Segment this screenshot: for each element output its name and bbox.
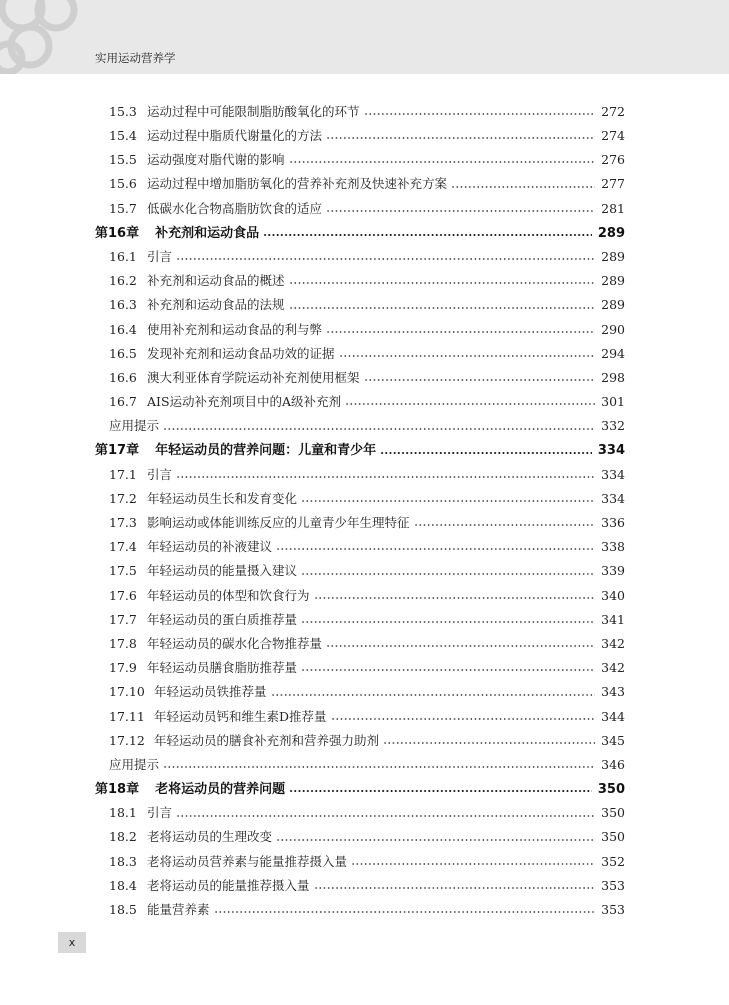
toc-entry-title: 补充剂和运动食品的概述 — [147, 273, 285, 289]
dot-leader — [289, 161, 596, 163]
toc-chapter-row[interactable] — [95, 777, 625, 801]
section-number: 15.7 — [109, 200, 137, 216]
section-number: 17.9 — [109, 660, 137, 676]
toc-section-row[interactable] — [95, 681, 625, 705]
toc-section-row[interactable] — [95, 100, 625, 124]
dot-leader — [289, 307, 596, 309]
toc-entry-title: 老将运动员的能量推荐摄入量 — [147, 877, 310, 893]
section-number: 16.5 — [109, 345, 137, 361]
section-number: 17.3 — [109, 515, 137, 531]
dot-leader — [326, 645, 595, 647]
section-number: 16.1 — [109, 248, 137, 264]
dot-leader — [301, 573, 595, 575]
toc-tip-row[interactable] — [95, 753, 625, 777]
dot-leader — [276, 548, 595, 550]
dot-leader — [214, 911, 596, 913]
dot-leader — [364, 113, 596, 115]
toc-page-number: 345 — [601, 732, 625, 748]
toc-section-row[interactable] — [95, 318, 625, 342]
toc-section-row[interactable] — [95, 245, 625, 269]
dot-leader — [380, 452, 592, 454]
section-number: 18.1 — [109, 805, 137, 821]
toc-entry-title: 引言 — [147, 466, 173, 482]
page-header — [0, 0, 729, 74]
section-number: 17.8 — [109, 635, 137, 651]
dot-leader — [301, 621, 595, 623]
dot-leader — [331, 718, 596, 720]
toc-entry-title: 年轻运动员膳食脂肪推荐量 — [147, 660, 298, 676]
toc-page-number: 332 — [601, 418, 625, 434]
dot-leader — [276, 839, 595, 841]
toc-entry-title: 应用提示 — [109, 756, 160, 772]
toc-section-row[interactable] — [95, 584, 625, 608]
toc-entry-title: 低碳水化合物高脂肪饮食的适应 — [147, 200, 323, 216]
toc-entry-title: 运动过程中可能限制脂肪酸氧化的环节 — [147, 103, 360, 119]
toc-entry-title: 老将运动员营养素与能量推荐摄入量 — [147, 853, 348, 869]
toc-page-number: 338 — [601, 539, 625, 555]
dot-leader — [301, 500, 595, 502]
dot-leader — [301, 669, 595, 671]
toc-entry-title: 年轻运动员的蛋白质推荐量 — [147, 611, 298, 627]
toc-entry-title: 老将运动员的生理改变 — [147, 829, 273, 845]
dot-leader — [289, 790, 592, 792]
toc-page-number: 336 — [601, 515, 625, 531]
toc-page-number: 341 — [601, 611, 625, 627]
section-number: 16.6 — [109, 369, 137, 385]
section-number: 17.6 — [109, 587, 137, 603]
toc-page-number: 334 — [601, 490, 625, 506]
toc-page-number: 342 — [601, 660, 625, 676]
toc-entry-title: 年轻运动员生长和发育变化 — [147, 490, 298, 506]
toc-page-number: 350 — [597, 781, 625, 797]
toc-section-row[interactable] — [95, 560, 625, 584]
toc-page-number: 277 — [601, 176, 625, 192]
section-number: 17.5 — [109, 563, 137, 579]
toc-entry-title: 引言 — [147, 248, 173, 264]
toc-entry-title: 使用补充剂和运动食品的利与弊 — [147, 321, 323, 337]
toc-page-number: 289 — [601, 273, 625, 289]
toc-entry-title: 影响运动或体能训练反应的儿童青少年生理特征 — [147, 515, 410, 531]
toc-page-number: 344 — [601, 708, 625, 724]
toc-page-number: 353 — [601, 877, 625, 893]
toc-page-number: 353 — [601, 902, 625, 918]
toc-chapter-row[interactable] — [95, 221, 625, 245]
section-number: 17.2 — [109, 490, 137, 506]
section-number: 18.5 — [109, 902, 137, 918]
toc-section-row[interactable] — [95, 173, 625, 197]
table-of-contents — [95, 100, 625, 922]
toc-entry-title: 年轻运动员的补液建议 — [147, 539, 273, 555]
dot-leader — [176, 258, 595, 260]
toc-entry-title: 补充剂和运动食品 — [155, 225, 260, 241]
dot-leader — [326, 331, 595, 333]
toc-section-row[interactable] — [95, 511, 625, 535]
toc-page-number: 339 — [601, 563, 625, 579]
dot-leader — [351, 863, 595, 865]
chapter-number: 第18章 — [95, 781, 140, 797]
toc-page-number: 276 — [601, 152, 625, 168]
toc-section-row[interactable] — [95, 729, 625, 753]
toc-section-row[interactable] — [95, 801, 625, 825]
toc-page-number: 298 — [601, 369, 625, 385]
toc-page-number: 334 — [597, 443, 625, 459]
dot-leader — [289, 282, 596, 284]
toc-section-row[interactable] — [95, 826, 625, 850]
dot-leader — [364, 379, 596, 381]
section-number: 18.3 — [109, 853, 137, 869]
toc-section-row[interactable] — [95, 269, 625, 293]
section-number: 18.4 — [109, 877, 137, 893]
toc-section-row[interactable] — [95, 874, 625, 898]
toc-entry-title: 补充剂和运动食品的法规 — [147, 297, 285, 313]
toc-entry-title: 发现补充剂和运动食品功效的证据 — [147, 345, 335, 361]
toc-section-row[interactable] — [95, 705, 625, 729]
toc-page-number: 346 — [601, 756, 625, 772]
dot-leader — [314, 597, 596, 599]
chapter-number: 第16章 — [95, 225, 140, 241]
toc-section-row[interactable] — [95, 608, 625, 632]
toc-page-number: 289 — [601, 297, 625, 313]
toc-section-row[interactable] — [95, 656, 625, 680]
dot-leader — [326, 210, 595, 212]
toc-entry-title: 年轻运动员的碳水化合物推荐量 — [147, 635, 323, 651]
dot-leader — [314, 887, 596, 889]
toc-page-number: 272 — [601, 103, 625, 119]
toc-entry-title: 运动强度对脂代谢的影响 — [147, 152, 285, 168]
section-number: 17.1 — [109, 466, 137, 482]
toc-entry-title: 年轻运动员的营养问题：儿童和青少年 — [155, 443, 377, 459]
dot-leader — [271, 694, 596, 696]
toc-page-number: 334 — [601, 466, 625, 482]
toc-entry-title: 运动过程中脂质代谢量化的方法 — [147, 128, 323, 144]
section-number: 16.3 — [109, 297, 137, 313]
toc-page-number: 343 — [601, 684, 625, 700]
toc-page-number: 289 — [601, 248, 625, 264]
toc-entry-title: 年轻运动员的能量摄入建议 — [147, 563, 298, 579]
dot-leader — [345, 403, 595, 405]
toc-page-number: 274 — [601, 128, 625, 144]
section-number: 17.11 — [109, 708, 145, 724]
toc-entry-title: 澳大利亚体育学院运动补充剂使用框架 — [147, 369, 360, 385]
toc-section-row[interactable] — [95, 632, 625, 656]
toc-entry-title: AIS运动补充剂项目中的A级补充剂 — [147, 394, 342, 410]
toc-section-row[interactable] — [95, 197, 625, 221]
toc-page-number: 301 — [601, 394, 625, 410]
section-number: 16.2 — [109, 273, 137, 289]
section-number: 18.2 — [109, 829, 137, 845]
dot-leader — [176, 476, 595, 478]
dot-leader — [451, 186, 595, 188]
toc-section-row[interactable] — [95, 463, 625, 487]
toc-page-number: 352 — [601, 853, 625, 869]
toc-page-number: 342 — [601, 635, 625, 651]
toc-entry-title: 老将运动员的营养问题 — [155, 781, 286, 797]
book-title: 实用运动营养学 — [95, 51, 176, 65]
dot-leader — [163, 428, 595, 430]
toc-section-row[interactable] — [95, 148, 625, 172]
dot-leader — [163, 766, 595, 768]
section-number: 16.4 — [109, 321, 137, 337]
page-number: x — [58, 932, 86, 953]
toc-section-row[interactable] — [95, 487, 625, 511]
dot-leader — [263, 234, 592, 236]
toc-entry-title: 能量营养素 — [147, 902, 210, 918]
section-number: 15.4 — [109, 128, 137, 144]
section-number: 15.3 — [109, 103, 137, 119]
section-number: 17.10 — [109, 684, 145, 700]
toc-section-row[interactable] — [95, 898, 625, 922]
toc-chapter-row[interactable] — [95, 439, 625, 463]
toc-section-row[interactable] — [95, 366, 625, 390]
toc-page-number: 281 — [601, 200, 625, 216]
toc-entry-title: 年轻运动员的体型和饮食行为 — [147, 587, 310, 603]
toc-page-number: 289 — [597, 225, 625, 241]
toc-page-number: 340 — [601, 587, 625, 603]
toc-entry-title: 应用提示 — [109, 418, 160, 434]
chapter-number: 第17章 — [95, 443, 140, 459]
toc-section-row[interactable] — [95, 535, 625, 559]
dot-leader — [414, 524, 596, 526]
section-number: 16.7 — [109, 394, 137, 410]
toc-section-row[interactable] — [95, 390, 625, 414]
toc-page-number: 290 — [601, 321, 625, 337]
toc-entry-title: 年轻运动员钙和维生素D推荐量 — [154, 708, 327, 724]
toc-tip-row[interactable] — [95, 414, 625, 438]
toc-section-row[interactable] — [95, 342, 625, 366]
toc-entry-title: 年轻运动员的膳食补充剂和营养强力助剂 — [154, 732, 380, 748]
dot-leader — [339, 355, 596, 357]
toc-entry-title: 年轻运动员铁推荐量 — [154, 684, 267, 700]
section-number: 15.6 — [109, 176, 137, 192]
toc-page-number: 294 — [601, 345, 625, 361]
dot-leader — [326, 137, 595, 139]
section-number: 15.5 — [109, 152, 137, 168]
toc-section-row[interactable] — [95, 124, 625, 148]
toc-page-number: 350 — [601, 805, 625, 821]
toc-section-row[interactable] — [95, 294, 625, 318]
toc-entry-title: 引言 — [147, 805, 173, 821]
section-number: 17.4 — [109, 539, 137, 555]
toc-section-row[interactable] — [95, 850, 625, 874]
section-number: 17.12 — [109, 732, 145, 748]
section-number: 17.7 — [109, 611, 137, 627]
dot-leader — [383, 742, 595, 744]
toc-entry-title: 运动过程中增加脂肪氧化的营养补充剂及快速补充方案 — [147, 176, 448, 192]
dot-leader — [176, 815, 595, 817]
toc-page-number: 350 — [601, 829, 625, 845]
